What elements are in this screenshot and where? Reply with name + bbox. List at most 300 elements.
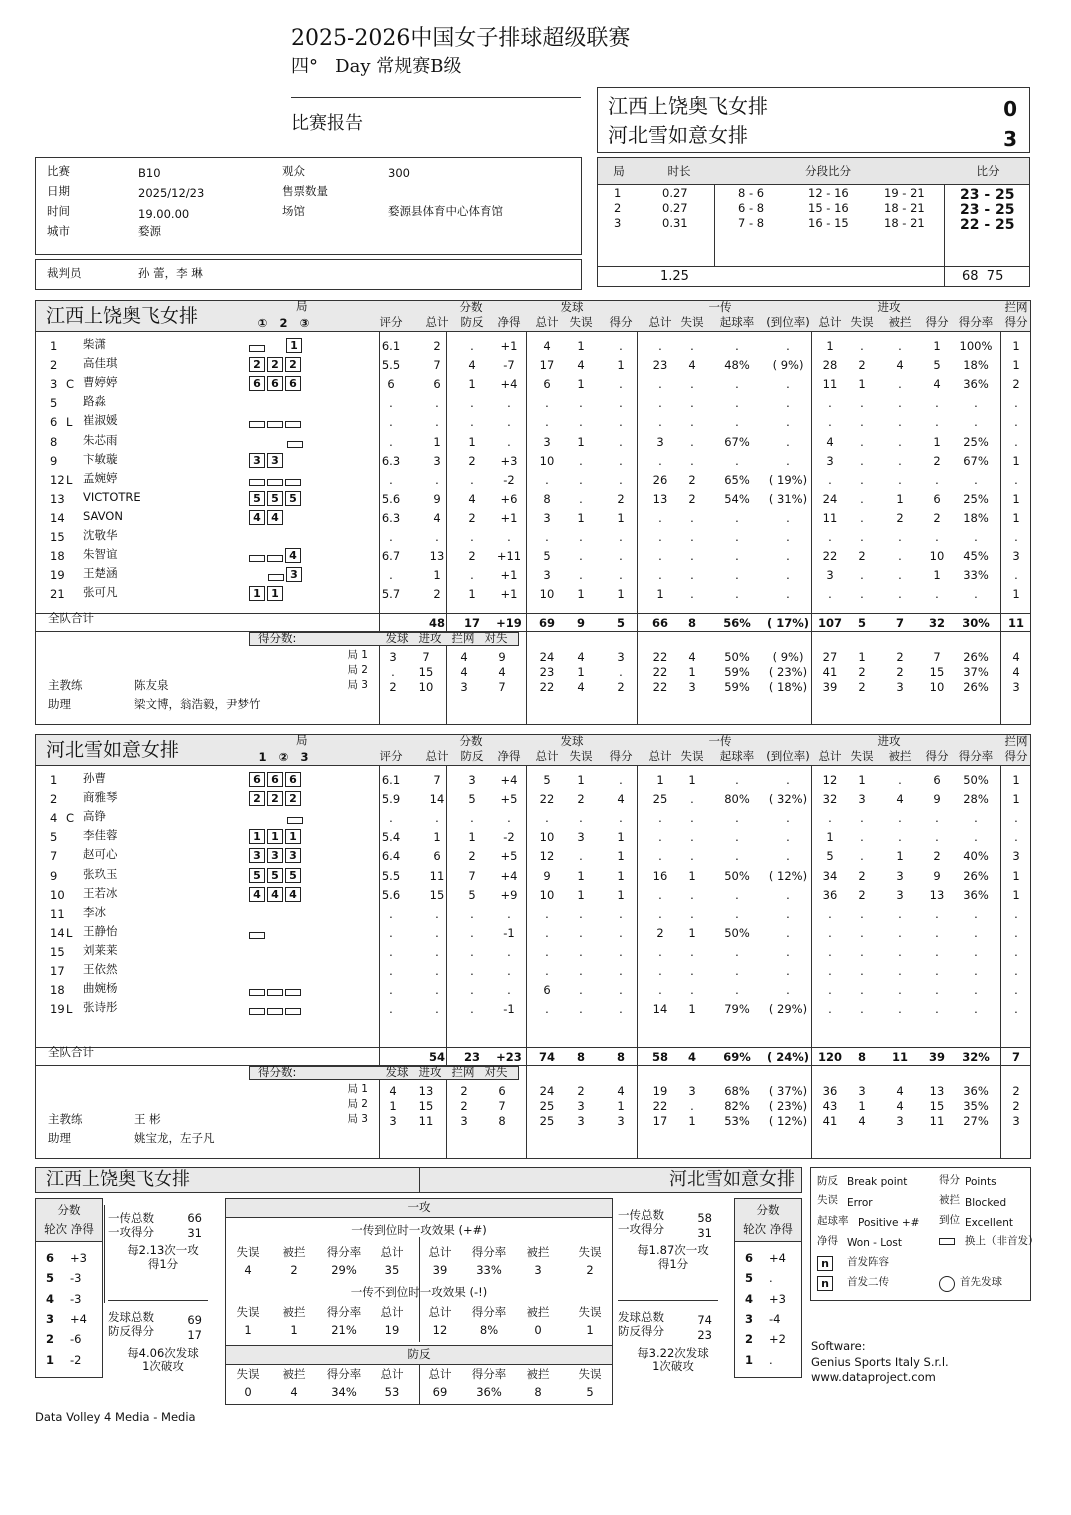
set-stat-apct: 27% xyxy=(963,1114,989,1128)
set-stat-rexc: ( 37%) xyxy=(768,1084,808,1098)
set-stat-apct: 26% xyxy=(963,680,989,694)
stat-sp: 1 xyxy=(617,830,625,845)
stat-bp: 4 xyxy=(468,491,476,506)
set-stat-ap: 13 xyxy=(929,1084,945,1098)
player-number: 15 xyxy=(50,530,65,544)
stat-st: . xyxy=(545,415,549,430)
set-stat-apct: 37% xyxy=(963,665,989,679)
match-info-box xyxy=(35,157,582,255)
legend-text-bp: Break point xyxy=(847,1176,908,1188)
score-team-b-sets: 3 xyxy=(1003,127,1017,151)
total-rexc: ( 17%) xyxy=(766,616,810,630)
sub-in-marker xyxy=(287,817,303,824)
total-rpos: 56% xyxy=(723,616,751,630)
stat-pt: 7 xyxy=(433,358,441,373)
grid-header: 被拦 xyxy=(282,1245,306,1259)
team-b-stats-table xyxy=(35,734,1031,1159)
player-set-positions xyxy=(249,338,304,357)
starting-position-box: 5 xyxy=(285,868,301,883)
player-row xyxy=(36,905,1030,923)
assistant-names: 姚宝龙，左子凡 xyxy=(134,1131,215,1145)
pbs-attack: 15 xyxy=(418,665,434,679)
stat-pt: 9 xyxy=(433,491,441,506)
stat-re: . xyxy=(690,811,694,826)
stat-rpos: 50% xyxy=(724,925,750,940)
pbs-attack: 10 xyxy=(418,680,434,694)
set-stat-sp: 2 xyxy=(617,680,625,694)
stat-re: 2 xyxy=(688,491,696,506)
set-duration: 0.31 xyxy=(662,216,688,230)
sub-in-marker xyxy=(267,989,283,996)
bp-title: 防反 xyxy=(407,1347,431,1361)
grid-header: 得分率 xyxy=(326,1245,362,1259)
starting-position-box: 6 xyxy=(267,376,283,391)
player-number: 2 xyxy=(50,358,58,373)
set-stat-ap: 11 xyxy=(929,1114,945,1128)
stat-vote: . xyxy=(389,568,393,583)
a-so-pts-label: 一攻得分 xyxy=(108,1225,154,1239)
starting-position-box: 1 xyxy=(285,829,301,844)
stat-vote: 5.5 xyxy=(381,868,401,883)
stat-wl: . xyxy=(507,434,511,449)
player-role: L xyxy=(66,925,73,940)
stat-se: . xyxy=(579,925,583,940)
stat-rt: . xyxy=(658,377,662,392)
set-stat-sp: 1 xyxy=(617,1099,625,1113)
total-apct: 32% xyxy=(962,1050,990,1064)
stat-ap: 1 xyxy=(933,568,941,583)
col-header-rt: 总计 xyxy=(648,315,672,329)
stat-bk: . xyxy=(1014,906,1018,921)
stat-ab: 3 xyxy=(896,868,904,883)
player-row xyxy=(36,924,1030,942)
stat-se: 1 xyxy=(577,377,585,392)
summary-team-a: 江西上饶奥飞女排 xyxy=(46,1169,190,1190)
stat-vote: 5.7 xyxy=(381,587,401,602)
stat-ap: . xyxy=(935,1002,939,1017)
empty-position xyxy=(249,569,266,582)
stat-ab: 4 xyxy=(896,358,904,373)
set-stat-ae: 4 xyxy=(858,1114,866,1128)
stat-at: . xyxy=(828,964,832,978)
stat-sp: . xyxy=(619,568,623,583)
player-number: 19 xyxy=(50,1002,65,1017)
software-url: www.dataproject.com xyxy=(811,1370,936,1384)
stat-se: 4 xyxy=(577,358,585,373)
grid-value: 2 xyxy=(586,1263,594,1277)
set-row-label: 局 2 xyxy=(347,1098,368,1110)
set-stat-ae: 3 xyxy=(858,1084,866,1098)
stat-bp: 2 xyxy=(468,549,476,564)
stat-vote: 6.3 xyxy=(381,453,401,468)
col-header-bp: 防反 xyxy=(460,749,484,763)
stat-st: 5 xyxy=(543,773,551,787)
sub-in-marker xyxy=(249,1008,265,1015)
stat-rexc: . xyxy=(786,887,790,902)
player-set-positions xyxy=(249,772,303,791)
rotation-number: 4 xyxy=(745,1291,754,1306)
pbs-block: 4 xyxy=(460,650,468,664)
player-row xyxy=(36,528,1030,546)
stat-apct: 45% xyxy=(963,549,989,564)
stat-wl: . xyxy=(507,964,511,978)
set-mark: ③ xyxy=(299,316,310,330)
stat-rt: . xyxy=(658,549,662,564)
player-number: 2 xyxy=(50,792,58,807)
col-header-ap: 得分 xyxy=(925,749,949,763)
stat-ae: . xyxy=(860,587,864,602)
player-set-positions xyxy=(249,567,304,586)
stat-sp: . xyxy=(619,906,623,921)
starting-position-box: 4 xyxy=(249,887,265,902)
stat-at: 5 xyxy=(826,849,834,864)
player-set-positions xyxy=(249,414,303,433)
set-partial-21: 18 - 21 xyxy=(884,216,925,230)
points-by-set-label: 得分数: xyxy=(258,631,297,645)
set-stat-ab: 3 xyxy=(896,1114,904,1128)
stat-vote: 6 xyxy=(387,377,395,392)
stat-pt: . xyxy=(435,983,439,998)
col-header-wl: 净得 xyxy=(497,749,521,763)
stat-ae: 3 xyxy=(858,792,866,807)
grid-value: 53 xyxy=(384,1385,400,1399)
stat-ab: . xyxy=(898,964,902,978)
set-stat-sp: 3 xyxy=(617,1114,625,1128)
stat-apct: . xyxy=(974,396,978,411)
player-role: L xyxy=(66,415,73,430)
sets-total-score: 68 75 xyxy=(962,269,1004,284)
software-label: Software: xyxy=(811,1339,866,1353)
player-number: 5 xyxy=(50,396,58,411)
set-stat-bk: 4 xyxy=(1012,650,1020,664)
stat-rt: 13 xyxy=(652,491,668,506)
stat-ap: . xyxy=(935,925,939,940)
grid-value: 3 xyxy=(534,1263,542,1277)
stat-bp: 1 xyxy=(468,587,476,602)
stat-at: 36 xyxy=(822,887,838,902)
stat-sp: 1 xyxy=(617,849,625,864)
col-header-se: 失误 xyxy=(569,315,593,329)
col-header-rpos: 起球率 xyxy=(719,315,755,329)
stat-rpos: 50% xyxy=(724,868,750,883)
player-row xyxy=(36,452,1030,470)
set-stat-bk: 2 xyxy=(1012,1084,1020,1098)
stat-ap: 1 xyxy=(933,339,941,353)
grid-header: 失误 xyxy=(578,1245,602,1259)
empty-position xyxy=(249,397,266,410)
grid-value: 8% xyxy=(479,1323,499,1337)
stat-apct: 33% xyxy=(963,568,989,583)
player-name: 赵可心 xyxy=(83,847,118,862)
total-ab: 11 xyxy=(891,1050,908,1064)
col-header-rpos: 起球率 xyxy=(719,749,755,763)
set-stat-se: 4 xyxy=(577,680,585,694)
player-row xyxy=(36,566,1030,584)
grid-value: 4 xyxy=(290,1385,298,1399)
stat-pt: . xyxy=(435,472,439,487)
stat-ap: 10 xyxy=(929,549,945,564)
stat-sp: . xyxy=(619,453,623,468)
stat-ae: 2 xyxy=(858,887,866,902)
stat-st: . xyxy=(545,530,549,544)
team-totals-label: 全队合计 xyxy=(48,611,94,625)
grid-value: 12 xyxy=(432,1323,448,1337)
player-set-positions xyxy=(249,848,303,867)
stat-rexc: . xyxy=(786,377,790,392)
stat-rpos: . xyxy=(735,377,739,392)
stat-pt: 6 xyxy=(433,377,441,392)
grid-value: 1 xyxy=(244,1323,252,1337)
stat-st: . xyxy=(545,964,549,978)
stat-at: 4 xyxy=(826,434,834,449)
stat-pt: 11 xyxy=(429,868,445,883)
grid-header: 总计 xyxy=(428,1305,452,1319)
stat-vote: 6.7 xyxy=(381,549,401,564)
report-subtitle: 四° Day 常规赛B级 xyxy=(291,56,462,77)
stat-apct: 18% xyxy=(963,358,989,373)
stat-ap: . xyxy=(935,830,939,845)
rotation-net: +4 xyxy=(769,1251,786,1265)
stat-apct: 50% xyxy=(963,773,989,787)
player-row xyxy=(36,867,1030,885)
stat-ap: 2 xyxy=(933,453,941,468)
set-number: 1 xyxy=(614,186,622,200)
player-number: 9 xyxy=(50,868,58,883)
stat-rpos: . xyxy=(735,964,739,978)
grid-value: 2 xyxy=(290,1263,298,1277)
stat-st: 10 xyxy=(539,887,555,902)
stat-rpos: . xyxy=(735,587,739,602)
empty-position xyxy=(286,927,303,940)
rotation-box-a xyxy=(35,1198,103,1378)
set-stat-at: 41 xyxy=(822,1114,838,1128)
player-number: 7 xyxy=(50,849,58,864)
set-stat-rexc: ( 9%) xyxy=(772,650,804,664)
stat-sp: . xyxy=(619,925,623,940)
stat-bk: 1 xyxy=(1012,587,1020,602)
stat-re: 4 xyxy=(688,358,696,373)
rotation-number: 2 xyxy=(46,1332,55,1347)
stat-at: . xyxy=(828,530,832,544)
stat-ae: 2 xyxy=(858,358,866,373)
stat-rexc: . xyxy=(786,964,790,978)
stat-rexc: ( 9%) xyxy=(772,358,804,373)
empty-position xyxy=(249,908,266,921)
stat-ap: 5 xyxy=(933,358,941,373)
stat-re: 2 xyxy=(688,472,696,487)
stat-rpos: 67% xyxy=(724,434,750,449)
stat-ae: . xyxy=(860,491,864,506)
stat-rexc: . xyxy=(786,849,790,864)
stat-ap: 6 xyxy=(933,491,941,506)
player-name: 张诗彤 xyxy=(83,1000,118,1015)
stat-ab: . xyxy=(898,1002,902,1017)
stat-bp: 1 xyxy=(468,830,476,845)
stat-st: 3 xyxy=(543,510,551,525)
stat-vote: . xyxy=(389,906,393,921)
set-mark: ① xyxy=(257,316,268,330)
player-name: 王静怡 xyxy=(83,923,118,938)
score-team-b: 河北雪如意女排 xyxy=(608,123,748,147)
stat-se: 1 xyxy=(577,434,585,449)
set-stat-ae: 2 xyxy=(858,665,866,679)
pbs-header: 拦网 xyxy=(451,631,475,645)
legend-setter-start: 首发二传 xyxy=(847,1276,889,1288)
legend-first-serve: 首先发球 xyxy=(960,1276,1002,1288)
stat-rpos: . xyxy=(735,415,739,430)
a-bp-note2: 1次破攻 xyxy=(142,1359,184,1373)
player-name: 孙曹 xyxy=(83,771,106,785)
stat-sp: . xyxy=(619,377,623,392)
report-label: 比赛报告 xyxy=(291,113,363,134)
set-mark: 3 xyxy=(300,750,309,764)
player-row xyxy=(36,356,1030,374)
stat-re: 1 xyxy=(688,868,696,883)
stat-pt: 2 xyxy=(433,339,441,353)
stat-bp: 1 xyxy=(468,377,476,392)
tickets-label: 售票数量 xyxy=(282,184,328,198)
stat-vote: . xyxy=(389,811,393,826)
stat-sp: . xyxy=(619,472,623,487)
player-name: 朱芯雨 xyxy=(83,432,118,447)
b-bp-note1: 每3.22次发球 xyxy=(637,1346,709,1360)
stat-bp: . xyxy=(470,396,474,411)
stat-at: 1 xyxy=(826,339,834,353)
stat-re: . xyxy=(690,587,694,602)
stat-ae: . xyxy=(860,944,864,959)
player-role: L xyxy=(66,472,73,487)
player-row xyxy=(36,981,1030,999)
stat-bk: . xyxy=(1014,811,1018,826)
player-set-positions xyxy=(249,548,303,567)
stat-bp: . xyxy=(470,415,474,430)
stat-bp: . xyxy=(470,1002,474,1017)
rot-b-sub: 轮次 净得 xyxy=(743,1222,793,1236)
player-row xyxy=(36,790,1030,808)
stat-at: 1 xyxy=(826,830,834,845)
col-header-se: 失误 xyxy=(569,749,593,763)
rotation-box-b xyxy=(734,1198,802,1378)
stat-sp: . xyxy=(619,773,623,787)
stat-pt: . xyxy=(435,1002,439,1017)
stat-ae: . xyxy=(860,983,864,998)
stat-bp: . xyxy=(470,964,474,978)
starting-position-box: 2 xyxy=(267,791,283,806)
player-name: 张玖玉 xyxy=(83,866,118,881)
a-serve-total-label: 发球总数 xyxy=(108,1310,154,1324)
stat-apct: . xyxy=(974,811,978,826)
rotation-net: . xyxy=(769,1271,773,1286)
col-group-block: 拦网 xyxy=(1004,734,1028,748)
pbs-serve: 2 xyxy=(389,680,397,694)
empty-position xyxy=(249,812,266,825)
stat-st: 22 xyxy=(539,792,555,807)
set-stat-at: 27 xyxy=(822,650,838,664)
sideout-grid xyxy=(225,1198,613,1405)
empty-position xyxy=(268,908,285,921)
stat-rpos: 79% xyxy=(724,1002,750,1017)
stat-apct: . xyxy=(974,530,978,544)
grid-header: 得分率 xyxy=(471,1367,507,1381)
set-stat-rpos: 68% xyxy=(724,1084,750,1098)
b-bp-pts-label: 防反得分 xyxy=(618,1324,664,1338)
set-stat-ab: 4 xyxy=(896,1084,904,1098)
rotation-net: -4 xyxy=(769,1311,781,1326)
pbs-serve: 4 xyxy=(389,1084,397,1098)
set-stat-se: 3 xyxy=(577,1114,585,1128)
stat-sp: 1 xyxy=(617,887,625,902)
stat-ap: . xyxy=(935,983,939,998)
stat-pt: . xyxy=(435,964,439,978)
stat-rt: . xyxy=(658,396,662,411)
stat-se: 1 xyxy=(577,773,585,787)
sub-in-marker xyxy=(287,441,303,448)
set-stat-rt: 17 xyxy=(652,1114,668,1128)
player-name: 刘莱莱 xyxy=(83,942,118,957)
player-number: 9 xyxy=(50,453,58,468)
empty-position xyxy=(249,531,266,544)
stat-ab: 2 xyxy=(896,510,904,525)
rotation-number: 2 xyxy=(745,1332,754,1347)
rotation-net: +3 xyxy=(769,1291,786,1306)
stat-rpos: . xyxy=(735,983,739,998)
stat-ap: . xyxy=(935,530,939,544)
set-stat-rpos: 59% xyxy=(724,665,750,679)
stat-wl: . xyxy=(507,396,511,411)
player-set-positions xyxy=(249,453,304,472)
referee-box xyxy=(35,259,582,290)
rotation-number: 6 xyxy=(46,1251,55,1265)
stat-rexc: . xyxy=(786,830,790,845)
legend-abbr-err: 失误 xyxy=(817,1194,838,1206)
stat-re: . xyxy=(690,396,694,411)
stat-bk: 1 xyxy=(1012,510,1020,525)
grid-value: 21% xyxy=(331,1323,357,1337)
set-stat-st: 23 xyxy=(539,665,555,679)
stat-pt: 13 xyxy=(429,549,445,564)
total-ae: 5 xyxy=(857,616,866,630)
stat-ap: . xyxy=(935,587,939,602)
sets-header-duration: 时长 xyxy=(667,164,691,178)
set-stat-bk: 3 xyxy=(1012,680,1020,694)
pbs-header: 对失 xyxy=(484,631,508,645)
stat-ap: 13 xyxy=(929,887,945,902)
stat-ap: . xyxy=(935,415,939,430)
total-ab: 7 xyxy=(895,616,904,630)
set-stat-rexc: ( 12%) xyxy=(768,1114,808,1128)
sets-header-set: 局 xyxy=(613,164,625,178)
setter-start-icon: n xyxy=(817,1276,833,1291)
grid-header: 被拦 xyxy=(526,1305,550,1319)
stat-ap: 6 xyxy=(933,773,941,787)
stat-vote: . xyxy=(389,415,393,430)
starting-position-box: 1 xyxy=(249,829,265,844)
set-row-label: 局 2 xyxy=(347,664,368,676)
total-re: 4 xyxy=(687,1050,696,1064)
stat-apct: 25% xyxy=(963,491,989,506)
stat-rt: . xyxy=(658,415,662,430)
player-set-positions xyxy=(249,791,303,810)
stat-re: . xyxy=(690,434,694,449)
set-stat-ab: 4 xyxy=(896,1099,904,1113)
set-row-label: 局 1 xyxy=(347,649,368,661)
stat-se: 1 xyxy=(577,510,585,525)
a-so-note2: 得1分 xyxy=(147,1257,179,1271)
grid-value: 36% xyxy=(476,1385,502,1399)
legend-text-blk: Blocked xyxy=(965,1197,1007,1209)
stat-rexc: . xyxy=(786,906,790,921)
grid-header: 总计 xyxy=(380,1305,404,1319)
